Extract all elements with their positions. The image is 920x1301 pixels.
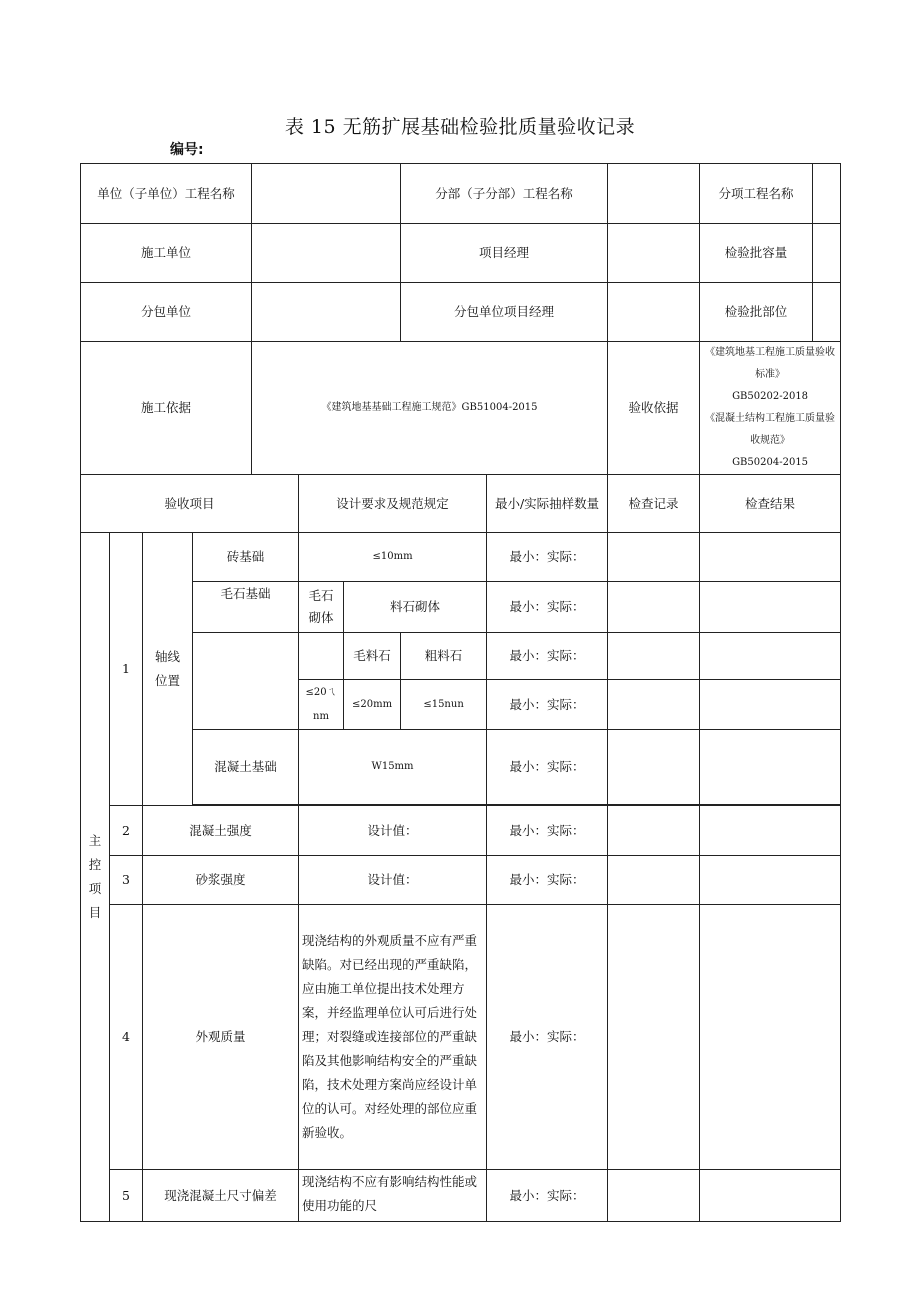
col-requirement: 设计要求及规范规定 <box>299 475 487 533</box>
r1-coarse-req: ≤15nun <box>401 680 487 730</box>
sub-division-value[interactable] <box>608 164 700 224</box>
header-row-4 <box>81 342 841 475</box>
r5-row <box>81 1170 841 1222</box>
r1-stone-record[interactable] <box>608 582 700 633</box>
r1-brick-result[interactable] <box>700 533 841 582</box>
r1-req-result[interactable] <box>700 680 841 730</box>
r1-concrete-record[interactable] <box>608 730 700 805</box>
acceptance-form-table <box>80 163 841 1222</box>
r3-name: 砂浆强度 <box>143 856 299 905</box>
r1-brick-sampling: 最小：实际： <box>487 533 608 582</box>
r4-result[interactable] <box>700 905 841 1170</box>
header-row-2 <box>81 224 841 283</box>
project-manager-label: 项目经理 <box>401 224 608 283</box>
acceptance-basis-label: 验收依据 <box>608 342 700 475</box>
r2-name: 混凝土强度 <box>143 806 299 856</box>
r1-brick-row <box>81 533 841 582</box>
construction-basis-value: 《建筑地基基础工程施工规范》GB51004-2015 <box>252 342 608 475</box>
batch-capacity-cell[interactable] <box>700 224 841 283</box>
col-result: 检查结果 <box>700 475 841 533</box>
batch-location-cell[interactable] <box>700 283 841 342</box>
r1-rubble-req: ≤20ㄟnm <box>299 680 344 730</box>
r2-result[interactable] <box>700 806 841 856</box>
acceptance-basis-line-4: GB50204-2015 <box>732 457 809 468</box>
project-manager-value[interactable] <box>608 224 700 283</box>
r1-stone-subtype-row <box>81 633 841 680</box>
batch-location-value[interactable] <box>813 283 840 341</box>
r1-concrete-label: 混凝土基础 <box>193 730 299 805</box>
r1-dressed-masonry: 料石砌体 <box>344 582 487 633</box>
header-row-3 <box>81 283 841 342</box>
construction-unit-label: 施工单位 <box>81 224 252 283</box>
r2-no: 2 <box>110 806 143 856</box>
document-title: 表 15 无筋扩展基础检验批质量验收记录 <box>284 116 636 138</box>
acceptance-basis-line-1: 《建筑地基工程施工质量验收标准》 <box>705 347 836 380</box>
r1-stone-result[interactable] <box>700 582 841 633</box>
batch-capacity-value[interactable] <box>813 224 840 282</box>
sub-division-label: 分部（子分部）工程名称 <box>401 164 608 224</box>
r3-no: 3 <box>110 856 143 905</box>
r2-req: 设计值： <box>299 806 487 856</box>
sub-manager-label: 分包单位项目经理 <box>401 283 608 342</box>
batch-location-label: 检验批部位 <box>700 283 813 341</box>
r1-subtype-result[interactable] <box>700 633 841 680</box>
r5-result[interactable] <box>700 1170 841 1222</box>
item-project-label-and-value[interactable] <box>700 164 841 224</box>
unit-name-value[interactable] <box>252 164 401 224</box>
r4-record[interactable] <box>608 905 700 1170</box>
r3-row <box>81 856 841 905</box>
batch-capacity-label: 检验批容量 <box>700 224 813 282</box>
col-record <box>608 475 700 533</box>
r1-rough-req: ≤20mm <box>344 680 401 730</box>
construction-unit-value[interactable] <box>252 224 401 283</box>
main-category: 主控项目 <box>81 533 110 1222</box>
r3-result[interactable] <box>700 856 841 905</box>
r1-stone-label: 毛石基础 <box>193 582 299 633</box>
r4-row <box>81 905 841 1170</box>
r1-concrete-result[interactable] <box>700 730 841 805</box>
r1-brick-record[interactable] <box>608 533 700 582</box>
r2-row <box>81 806 841 856</box>
r3-record[interactable] <box>608 856 700 905</box>
r1-concrete-sampling: 最小：实际： <box>487 730 608 805</box>
r3-req: 设计值： <box>299 856 487 905</box>
r1-name: 轴线位置 <box>143 533 193 806</box>
r1-rubble-masonry: 毛石砌体 <box>299 582 344 633</box>
column-header-row <box>81 475 841 533</box>
r1-stone-blank <box>193 633 299 730</box>
r4-req: 现浇结构的外观质量不应有严重缺陷。对已经出现的严重缺陷，应由施工单位提出技术处理方案，并经监理单位认可后进行处理；对裂缝或连接部位的严重缺陷及其他影响结构安全的严重缺陷，技术处理方案尚应经设计单位的认可。对经处理的部位应重新验收。 <box>299 905 487 1170</box>
acceptance-basis-line-2: GB50202-2018 <box>732 391 809 402</box>
r1-brick-label: 砖基础 <box>193 533 299 582</box>
r5-sampling: 最小：实际： <box>487 1170 608 1222</box>
sub-manager-value[interactable] <box>608 283 700 342</box>
r1-req-sampling: 最小：实际： <box>487 680 608 730</box>
r1-no: 1 <box>110 533 143 806</box>
r3-sampling: 最小：实际： <box>487 856 608 905</box>
r5-no: 5 <box>110 1170 143 1222</box>
acceptance-basis-value <box>700 342 841 475</box>
construction-basis-label: 施工依据 <box>81 342 252 475</box>
r1-req-record[interactable] <box>608 680 700 730</box>
r1-coarse-dressed: 粗料石 <box>401 633 487 680</box>
r1-subtype-record[interactable] <box>608 633 700 680</box>
r5-name: 现浇混凝土尺寸偏差 <box>143 1170 299 1222</box>
r5-record[interactable] <box>608 1170 700 1222</box>
subcontractor-label: 分包单位 <box>81 283 252 342</box>
col-record-label: 检查记录 <box>628 495 679 511</box>
r5-req: 现浇结构不应有影响结构性能或使用功能的尺 <box>299 1170 487 1222</box>
r1-concrete-row <box>81 730 841 805</box>
col-sampling: 最小/实际抽样数量 <box>487 475 608 533</box>
unit-name-label: 单位（子单位）工程名称 <box>81 164 252 224</box>
acceptance-basis-line-3: 《混凝土结构工程施工质量验收规范》 <box>705 413 836 446</box>
r1-stone-row <box>81 582 841 633</box>
r2-record[interactable] <box>608 806 700 856</box>
item-project-value[interactable] <box>813 164 840 223</box>
item-project-label: 分项工程名称 <box>700 164 813 223</box>
r4-sampling: 最小：实际： <box>487 905 608 1170</box>
col-item: 验收项目 <box>81 475 299 533</box>
r1-stone-sampling: 最小：实际： <box>487 582 608 633</box>
subcontractor-value[interactable] <box>252 283 401 342</box>
r1-rubble-blank <box>299 633 344 680</box>
header-row-1 <box>81 164 841 224</box>
r2-sampling: 最小：实际： <box>487 806 608 856</box>
r1-subtype-sampling: 最小：实际： <box>487 633 608 680</box>
r4-no: 4 <box>110 905 143 1170</box>
code-label: 编号: <box>170 142 204 158</box>
r4-name: 外观质量 <box>143 905 299 1170</box>
r1-concrete-req: W15mm <box>299 730 487 805</box>
r1-rough-dressed: 毛料石 <box>344 633 401 680</box>
r1-brick-req: ≤10mm <box>299 533 487 582</box>
